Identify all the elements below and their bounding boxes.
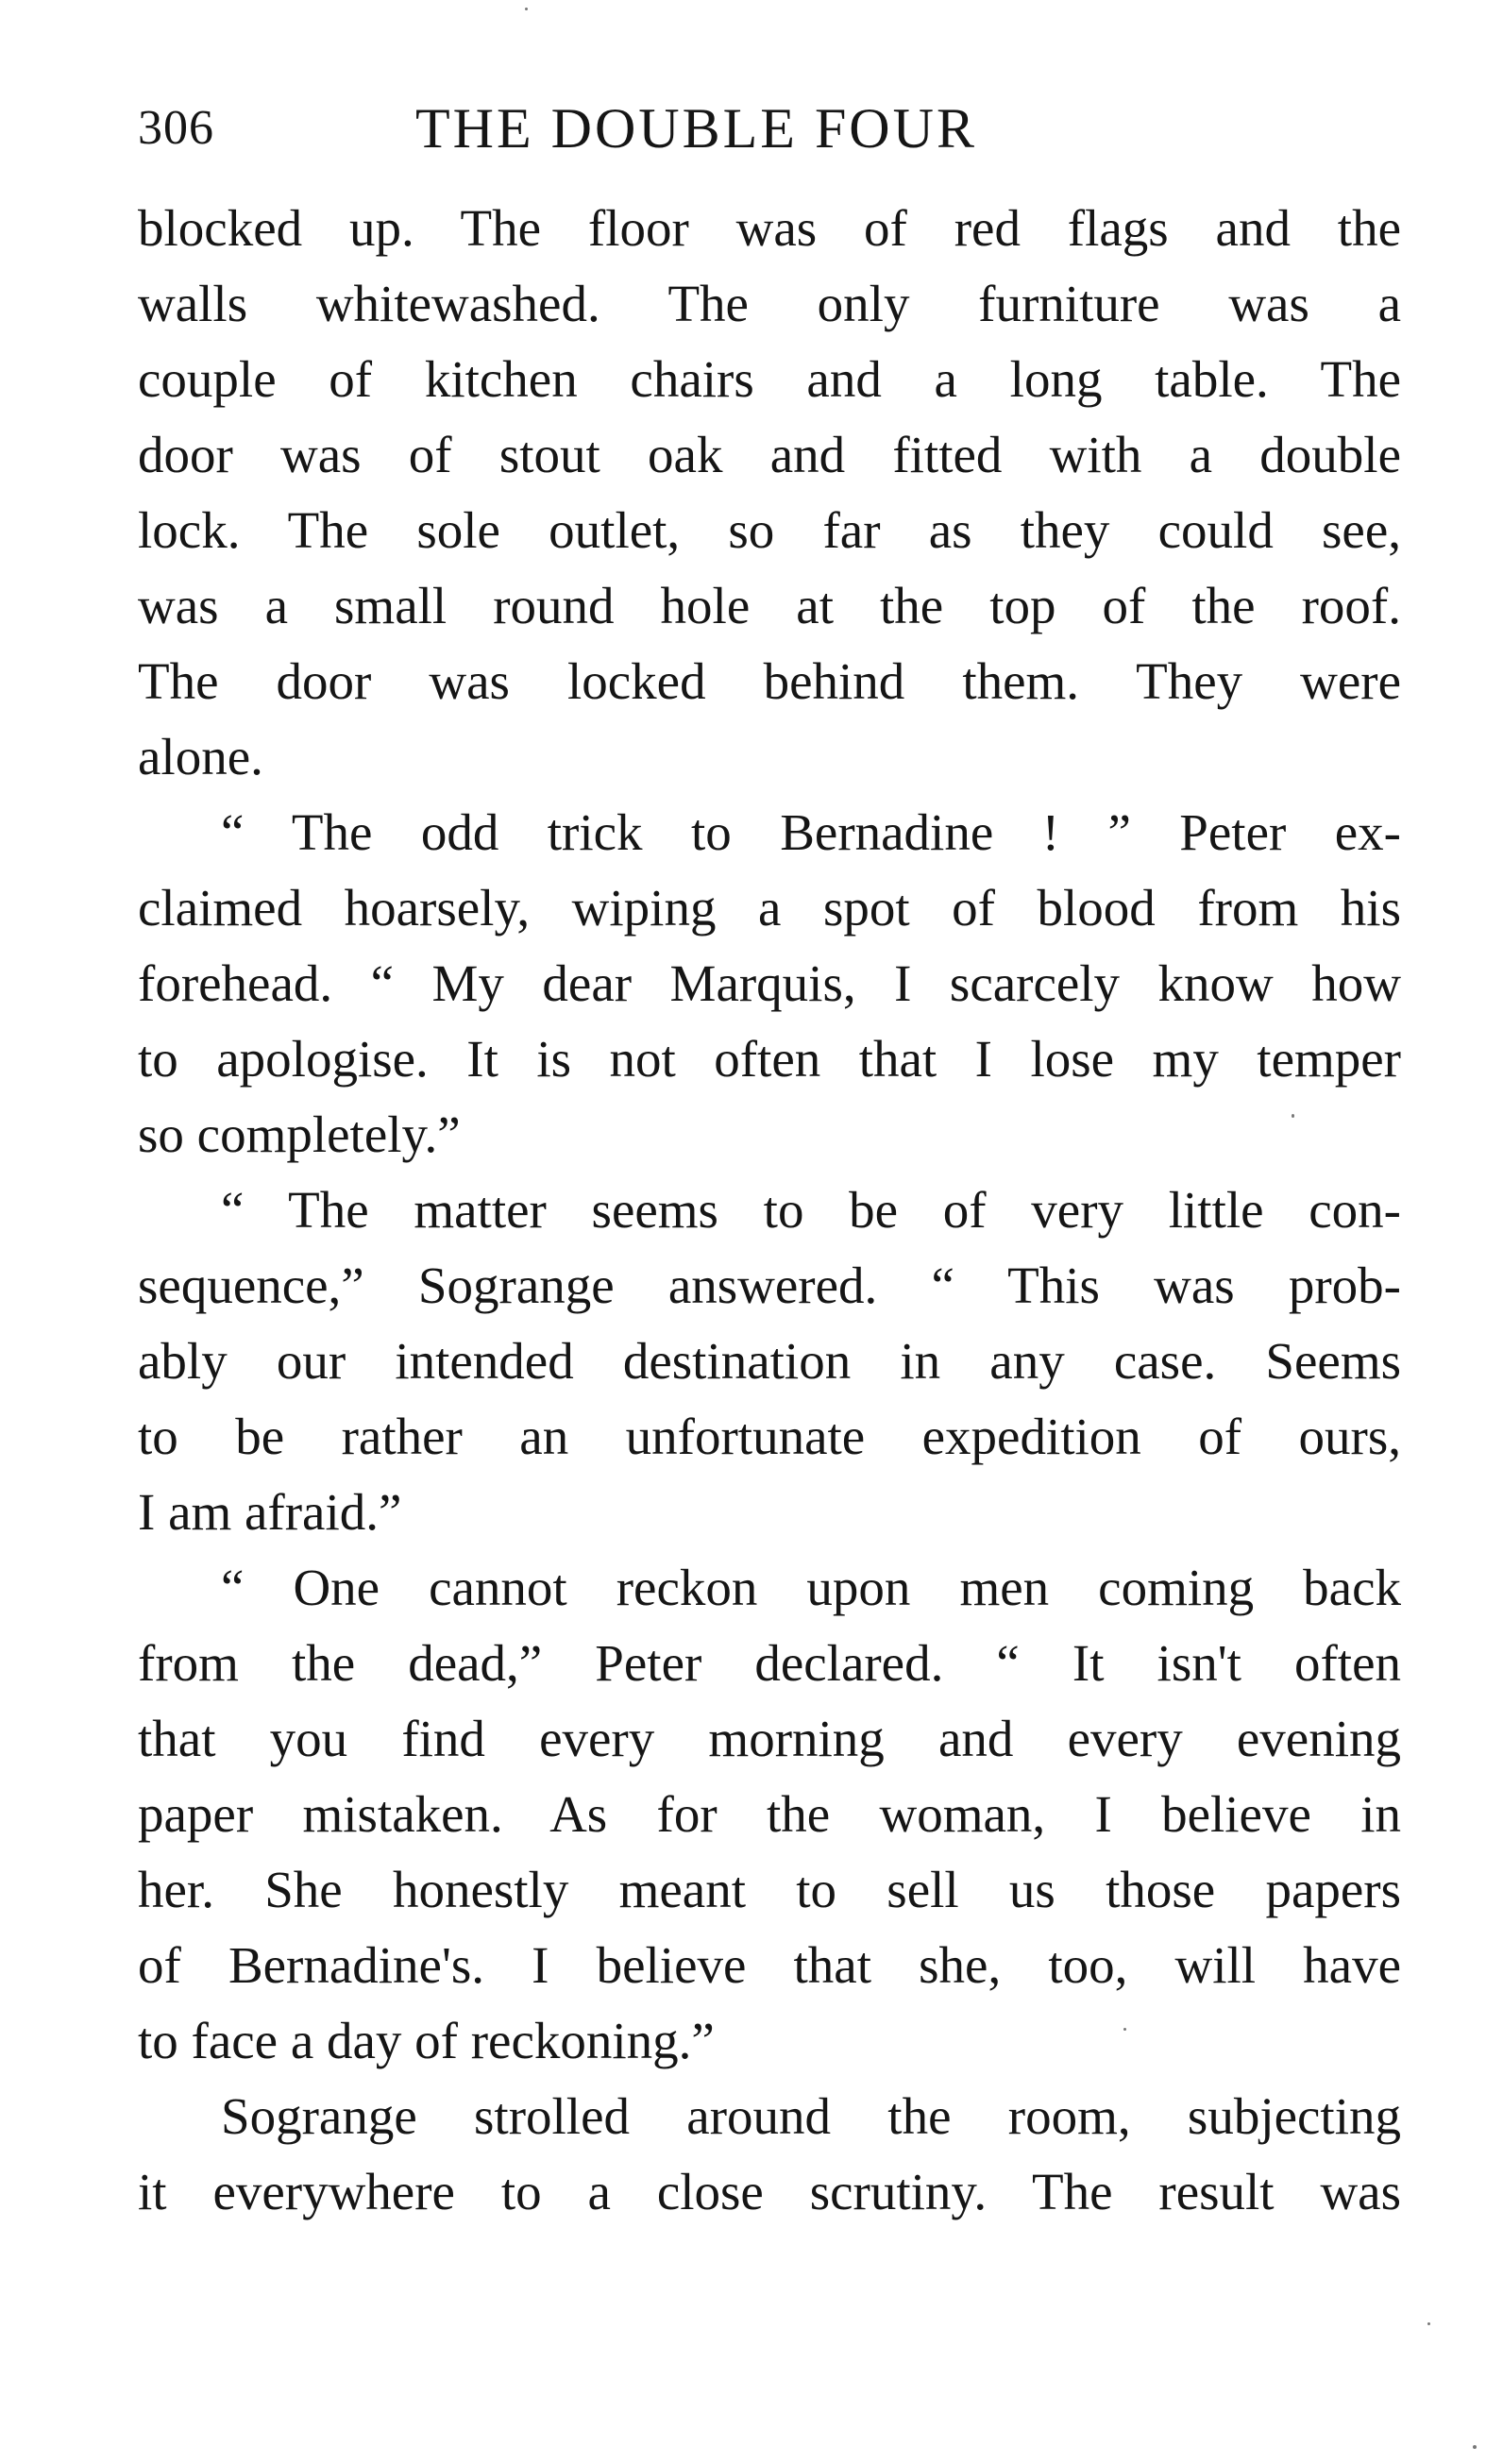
text-line: ably our intended destination in any case. Seems (138, 1332, 1401, 1390)
text-line: “ The odd trick to Bernadine ! ” Peter ex- (221, 803, 1401, 861)
text-line: it everywhere to a close scrutiny. The result was (138, 2163, 1401, 2220)
text-line: to apologise. It is not often that I lose my temper (138, 1030, 1401, 1088)
text-line: The door was locked behind them. They were (138, 652, 1401, 710)
text-line: claimed hoarsely, wiping a spot of blood from his (138, 879, 1401, 937)
text-line: “ The matter seems to be of very little con- (221, 1181, 1401, 1239)
paper-speck (1292, 1114, 1294, 1118)
text-line: I am afraid.” (138, 1483, 402, 1541)
text-line: was a small round hole at the top of the roof. (138, 577, 1401, 634)
paper-speck (1123, 2028, 1126, 2031)
text-line: couple of kitchen chairs and a long table. The (138, 350, 1401, 408)
text-line: door was of stout oak and fitted with a double (138, 426, 1401, 483)
text-line: sequence,” Sogrange answered. “ This was prob- (138, 1257, 1401, 1314)
text-line: to be rather an unfortunate expedition of ours, (138, 1408, 1401, 1465)
running-title: THE DOUBLE FOUR (415, 97, 977, 160)
paper-speck (525, 8, 528, 10)
text-line: alone. (138, 728, 263, 785)
text-line: walls whitewashed. The only furniture was a (138, 275, 1401, 332)
text-line: blocked up. The floor was of red flags and the (138, 199, 1401, 257)
text-line: forehead. “ My dear Marquis, I scarcely know how (138, 954, 1401, 1012)
text-line: Sogrange strolled around the room, subjecting (221, 2087, 1401, 2145)
text-line: from the dead,” Peter declared. “ It isn't often (138, 1634, 1401, 1692)
text-line: lock. The sole outlet, so far as they could see, (138, 501, 1401, 559)
page-number: 306 (138, 101, 214, 155)
text-line: that you find every morning and every evening (138, 1710, 1401, 1767)
text-line: “ One cannot reckon upon men coming back (221, 1559, 1401, 1616)
text-line: paper mistaken. As for the woman, I believe in (138, 1785, 1401, 1843)
paper-speck (1427, 2322, 1430, 2325)
body-text (138, 191, 1401, 2230)
paper-speck (1473, 2445, 1477, 2449)
text-line: so completely.” (138, 1105, 461, 1163)
text-line: of Bernadine's. I believe that she, too, will have (138, 1936, 1401, 1994)
text-line: to face a day of reckoning.” (138, 2012, 715, 2069)
text-line: her. She honestly meant to sell us those papers (138, 1861, 1401, 1918)
